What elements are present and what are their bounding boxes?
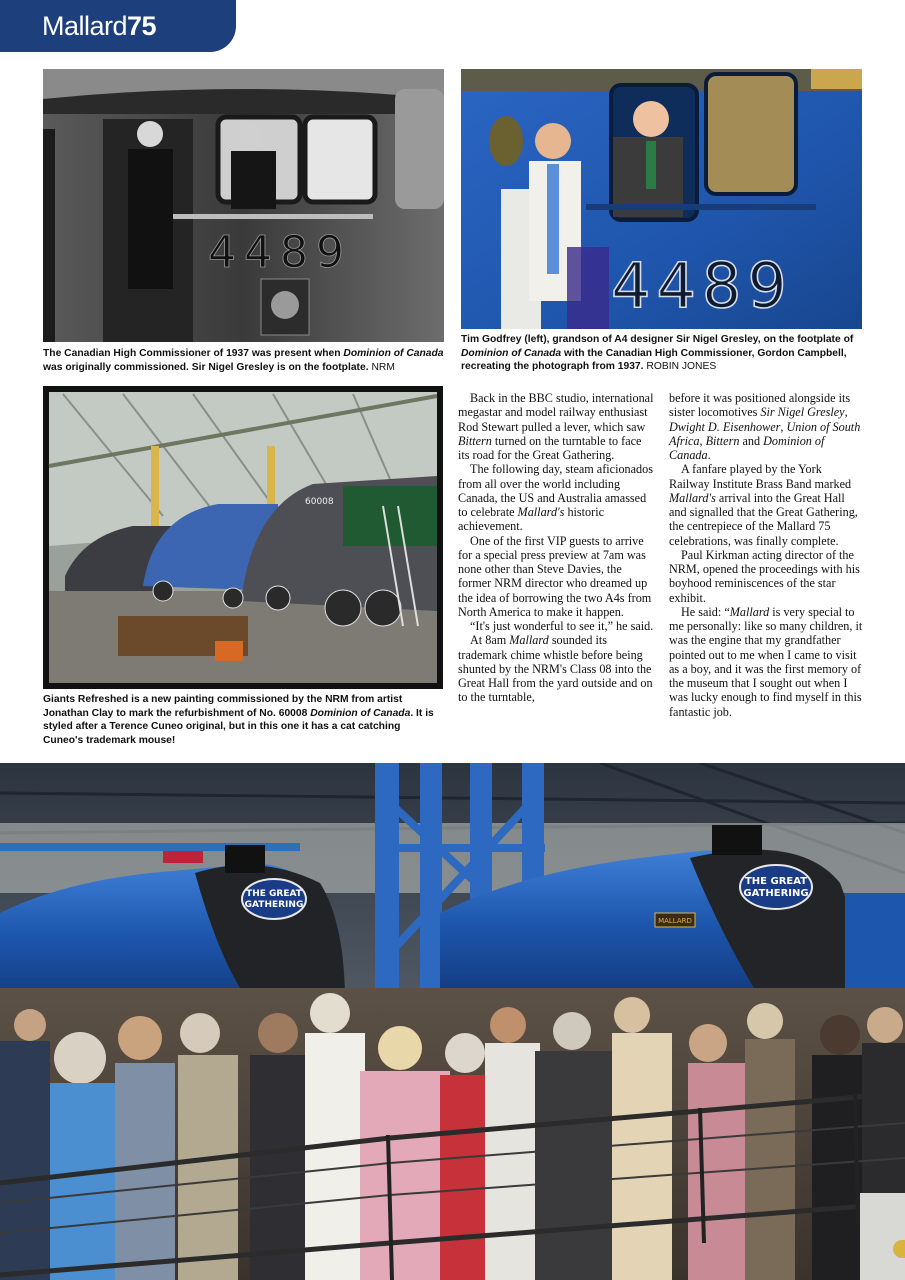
col1-para-1: Back in the BBC studio, international megastar and model railway enthusiast Rod Stewart pulled a lever, which saw Bittern turned on the turntable to face its road for the Great Gathering. xyxy=(458,391,654,462)
painting-front-number: 60008 xyxy=(305,497,334,507)
photo1-credit: NRM xyxy=(371,361,395,373)
photo2-caption: Tim Godfrey (left), grandson of A4 designer Sir Nigel Gresley, on the footplate of Dominion of Canada with the Canadian High Commissioner, Gordon Campbell, recreating the photograph from 1937. ROBIN JONES xyxy=(461,334,854,373)
photo-great-gathering-crowd xyxy=(0,763,905,1280)
photo1-cab-number: 4489 xyxy=(208,227,352,278)
article-column-1 xyxy=(458,391,654,705)
photo2-cab-number: 4489 xyxy=(611,249,793,322)
painting-giants-refreshed xyxy=(43,386,443,689)
col2-para-1: before it was positioned alongside its sister locomotives Sir Nigel Gresley, Dwight D. Eisenhower, Union of South Africa, Bittern and Dominion of Canada. xyxy=(669,391,861,462)
col2-para-3: Paul Kirkman acting director of the NRM, opened the proceedings with his boyhood reminiscences of the star exhibit. xyxy=(669,547,860,605)
photo-recreation-footplate xyxy=(461,69,862,329)
col1-para-2: The following day, steam aficionados from all over the world including Canada, the US and Australia amassed to celebrate Mallard's historic achievement. xyxy=(458,462,653,534)
headboard-right-line1: THE GREAT xyxy=(744,876,808,887)
photo2-credit: ROBIN JONES xyxy=(646,361,717,373)
headboard-left-line2: GATHERING xyxy=(244,900,304,910)
section-header xyxy=(0,0,236,52)
headboard-left-line1: THE GREAT xyxy=(246,889,302,899)
painting-caption: Giants Refreshed is a new painting commissioned by the NRM from artist Jonathan Clay to mark the refurbishment of No. 60008 Dominion of Canada. It is styled after a Terence Cuneo original, but in this one it has a cat catching Cuneo's trademark mouse! xyxy=(43,694,434,746)
col2-para-4: He said: “Mallard is very special to me personally: like so many children, it was the engine that my grandfather pointed out to me when I came to visit as a boy, and it was the first memory of the museum that I sought out when I was lucky enough to find myself in this fantastic job. xyxy=(669,604,863,719)
header-title-bold: 75 xyxy=(127,10,157,41)
col1-para-3: One of the first VIP guests to arrive for a special press preview at 7am was none other than Steve Davies, the former NRM director who dreamed up the idea of borrowing the two A4s from North America to make it happen. xyxy=(458,533,652,619)
col1-para-5: At 8am Mallard sounded its trademark chime whistle before being shunted by the NRM's Class 08 into the Great Hall from the yard outside and on to the turntable, xyxy=(458,633,653,705)
photo1-caption: The Canadian High Commissioner of 1937 was present when Dominion of Canada was originally commissioned. Sir Nigel Gresley is on the footplate. NRM xyxy=(43,348,444,373)
headboard-right-line2: GATHERING xyxy=(743,888,809,899)
col2-para-2: A fanfare played by the York Railway Institute Brass Band marked Mallard's arrival into the Great Hall and signalled that the Great Gathering, the centrepiece of the Mallard 75 celebrations, was finally complete. xyxy=(669,462,858,548)
page-edge-marker xyxy=(893,1240,905,1258)
nameplate-mallard: MALLARD xyxy=(658,917,692,925)
photo-1937-footplate xyxy=(43,69,444,342)
header-title-light: Mallard xyxy=(42,10,128,41)
col1-para-4: “It's just wonderful to see it,” he said. xyxy=(470,619,654,633)
article-column-2 xyxy=(669,391,865,719)
